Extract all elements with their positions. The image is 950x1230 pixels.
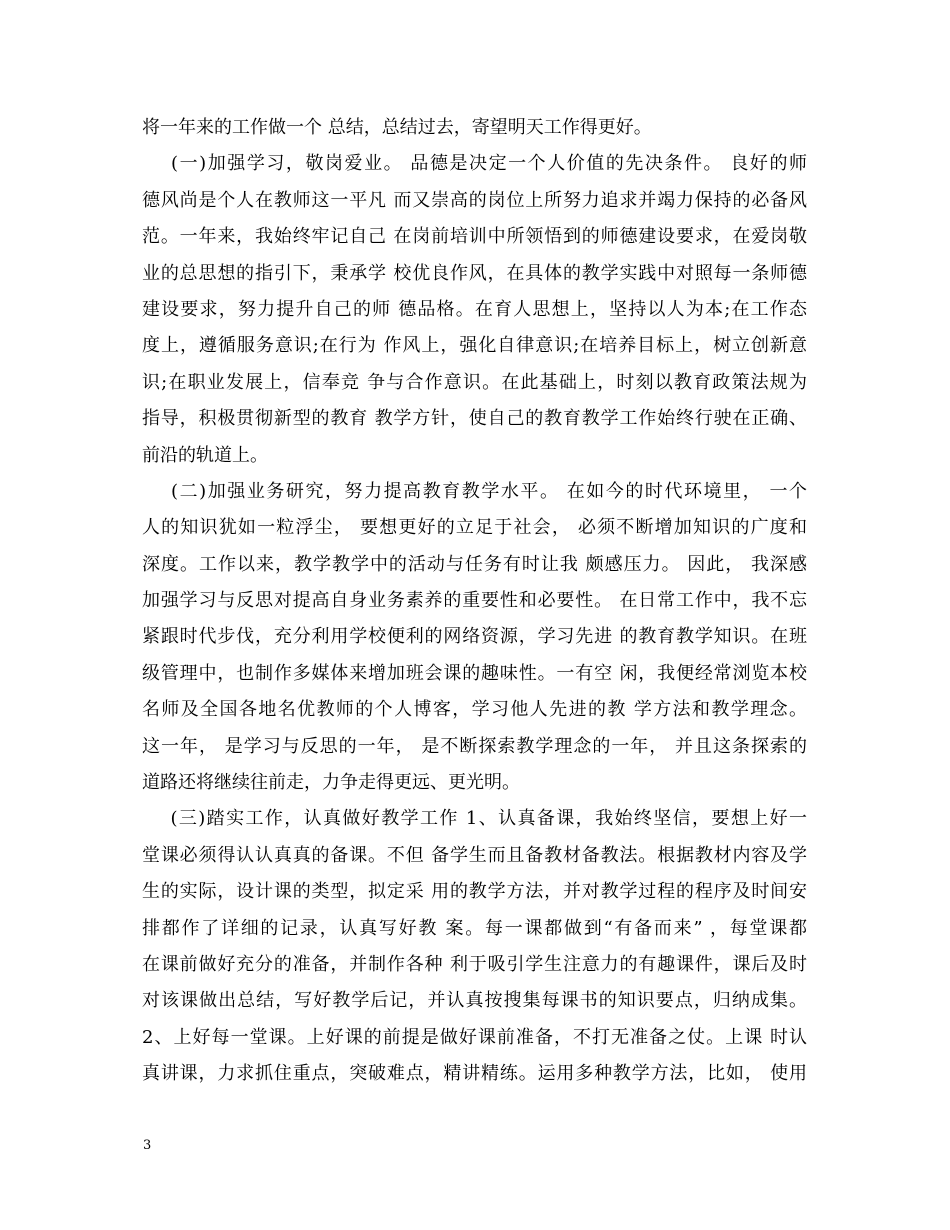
text-line: 2、上好每一堂课。上好课的前提是做好课前准备，不打无准备之仗。上课 时认 (142, 1026, 807, 1048)
text-line: 堂课必须得认认真真的备课。不但 备学生而且备教材备教法。根据教材内容及学 (142, 844, 807, 866)
text-line: 人的知识犹如一粒浮尘， 要想更好的立足于社会， 必须不断增加知识的广度和 (142, 517, 807, 539)
text-line: 加强学习与反思对提高自身业务素养的重要性和必要性。 在日常工作中，我不忘 (142, 590, 807, 612)
text-line: 前沿的轨道上。 (142, 444, 268, 466)
text-line: 排都作了详细的记录，认真写好教 案。每一课都做到“有备而来” ，每堂课都 (142, 917, 807, 939)
body-text (142, 110, 807, 1093)
text-line: 建设要求，努力提升自己的师 德品格。在育人思想上，坚持以人为本;在工作态 (142, 298, 807, 320)
text-line: 范。一年来，我始终牢记自己 在岗前培训中所领悟到的师德建设要求，在爱岗敬 (142, 226, 807, 248)
text-line: 名师及全国各地名优教师的个人博客，学习他人先进的教 学方法和教学理念。 (142, 699, 807, 721)
text-line: 紧跟时代步伐，充分利用学校便利的网络资源，学习先进 的教育教学知识。在班 (142, 626, 807, 648)
text-line: 业的总思想的指引下，秉承学 校优良作风，在具体的教学实践中对照每一条师德 (142, 262, 807, 284)
text-line: 在课前做好充分的准备，并制作各种 利于吸引学生注意力的有趣课件，课后及时 (142, 953, 807, 975)
text-line: (三)踏实工作，认真做好教学工作 1、认真备课，我始终坚信，要想上好一 (142, 808, 807, 830)
text-line: 级管理中，也制作多媒体来增加班会课的趣味性。一有空 闲，我便经常浏览本校 (142, 662, 807, 684)
text-line: 度上，遵循服务意识;在行为 作风上，强化自律意识;在培养目标上，树立创新意 (142, 335, 807, 357)
text-line: (一)加强学习，敬岗爱业。 品德是决定一个人价值的先决条件。 良好的师 (142, 153, 807, 175)
text-line: 识;在职业发展上，信奉竞 争与合作意识。在此基础上，时刻以教育政策法规为 (142, 371, 807, 393)
text-line: 指导，积极贯彻新型的教育 教学方针，使自己的教育教学工作始终行驶在正确、 (142, 408, 807, 430)
text-line: 将一年来的工作做一个 总结，总结过去，寄望明天工作得更好。 (142, 117, 652, 138)
text-line: 生的实际，设计课的类型，拟定采 用的教学方法，并对教学过程的程序及时间安 (142, 881, 807, 903)
text-line: 这一年， 是学习与反思的一年， 是不断探索教学理念的一年， 并且这条探索的 (142, 735, 807, 757)
text-line: 道路还将继续往前走，力争走得更远、更光明。 (142, 772, 520, 794)
text-line: 真讲课，力求抓住重点，突破难点，精讲精练。运用多种教学方法，比如， 使用 (142, 1063, 807, 1085)
text-line: (二)加强业务研究，努力提高教育教学水平。 在如今的时代环境里， 一个 (142, 480, 807, 502)
text-line: 对该课做出总结，写好教学后记，并认真按搜集每课书的知识要点，归纳成集。 (142, 990, 807, 1012)
text-line: 德风尚是个人在教师这一平凡 而又崇高的岗位上所努力追求并竭力保持的必备风 (142, 189, 807, 211)
page-number: 3 (143, 1138, 152, 1153)
text-line: 深度。工作以来，教学教学中的活动与任务有时让我 颇感压力。 因此， 我深感 (142, 553, 807, 575)
